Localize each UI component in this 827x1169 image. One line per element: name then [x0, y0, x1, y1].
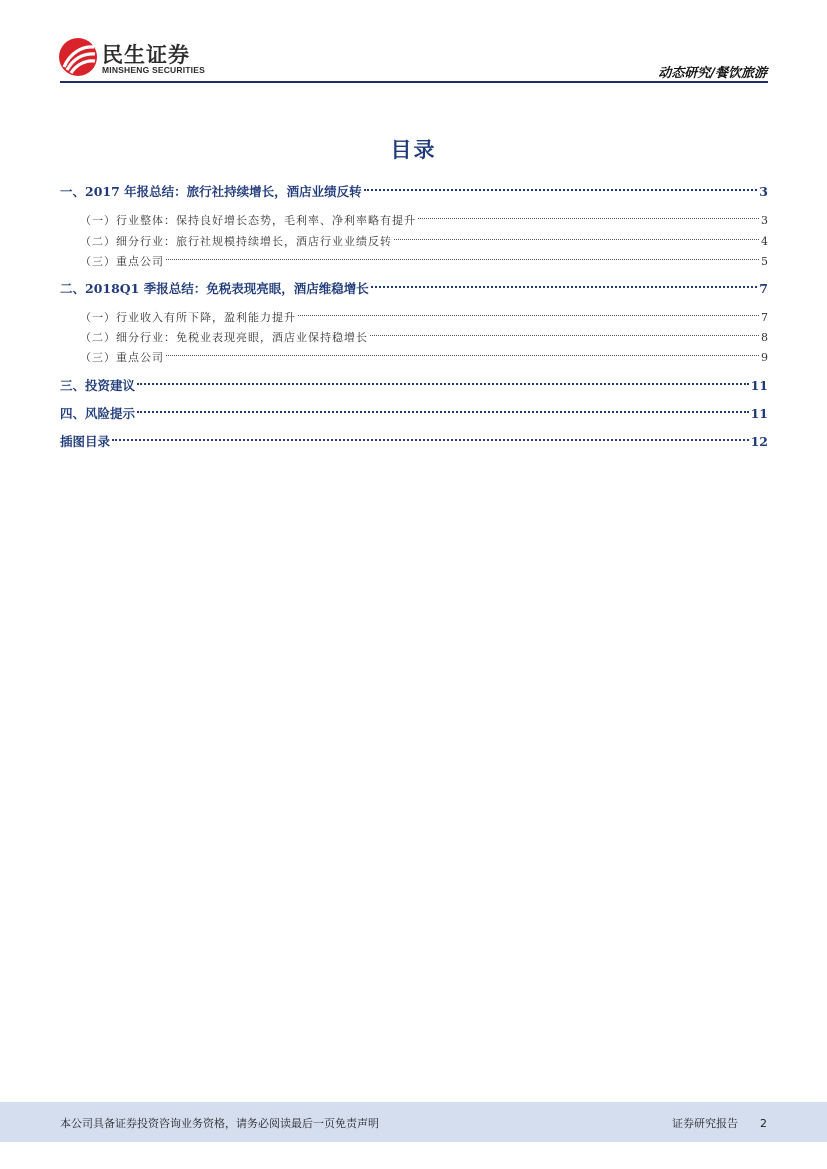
- page-number: 2: [760, 1117, 767, 1130]
- toc-entry-label: 四、风险提示: [60, 406, 136, 421]
- toc-leader-dots: [298, 301, 759, 321]
- toc-entry-page: 3: [759, 184, 768, 199]
- toc-entry-page: 7: [759, 281, 768, 296]
- toc-title: 目录: [390, 137, 437, 162]
- page-footer: [0, 1102, 827, 1142]
- logo-chinese-name: 民生证券: [102, 43, 190, 67]
- toc-entry-figure-index[interactable]: [60, 426, 768, 449]
- logo-english-name: MINSHENG SECURITIES: [102, 65, 205, 75]
- toc-entry-page: 11: [750, 378, 768, 393]
- toc-entry-section-2[interactable]: [60, 273, 768, 296]
- toc-entry-label: （一）行业收入有所下降，盈利能力提升: [80, 311, 296, 324]
- footer-disclaimer: 本公司具备证券投资咨询业务资格，请务必阅读最后一页免责声明: [60, 1117, 379, 1130]
- report-type-label: 证券研究报告: [672, 1117, 738, 1130]
- toc-entry-page: 12: [750, 434, 768, 449]
- minsheng-logo-icon: [58, 37, 98, 77]
- toc-entry-label: 一、2017 年报总结：旅行社持续增长，酒店业绩反转: [60, 184, 362, 199]
- toc-entry-section-4[interactable]: [60, 398, 768, 421]
- toc-entry-section-2-1[interactable]: [60, 301, 768, 324]
- toc-entry-label: （二）细分行业：免税业表现亮眼，酒店业保持稳增长: [80, 331, 368, 344]
- footer-right: [672, 1115, 767, 1131]
- company-logo: [58, 37, 218, 81]
- toc-entry-page: 7: [761, 311, 768, 324]
- toc-leader-dots: [112, 426, 749, 446]
- toc-entry-page: 9: [761, 351, 768, 364]
- toc-entry-label: 插图目录: [60, 434, 111, 449]
- toc-entry-page: 8: [761, 331, 768, 344]
- toc-leader-dots: [166, 341, 759, 361]
- toc-leader-dots: [418, 204, 759, 224]
- toc-entry-label: 三、投资建议: [60, 378, 136, 393]
- header-divider: [60, 81, 768, 83]
- toc-entry-page: 11: [750, 406, 768, 421]
- toc-entry-section-2-2[interactable]: [60, 321, 768, 344]
- toc-entry-label: （三）重点公司: [80, 351, 164, 364]
- toc-entry-label: （三）重点公司: [80, 255, 164, 268]
- toc-leader-dots: [166, 245, 759, 265]
- toc-entry-section-3[interactable]: [60, 370, 768, 393]
- page-header: [0, 0, 827, 90]
- toc-entry-section-1-3[interactable]: [60, 245, 768, 268]
- toc-leader-dots: [371, 273, 758, 293]
- toc-entry-label: （一）行业整体：保持良好增长态势，毛利率、净利率略有提升: [80, 214, 416, 227]
- toc-entry-section-1[interactable]: [60, 176, 768, 199]
- toc-entry-label: （二）细分行业：旅行社规模持续增长，酒店行业业绩反转: [80, 235, 392, 248]
- toc-leader-dots: [137, 370, 749, 390]
- toc-leader-dots: [364, 176, 758, 196]
- toc-entry-page: 4: [761, 235, 768, 248]
- toc-entry-page: 5: [761, 255, 768, 268]
- toc-entry-section-1-2[interactable]: [60, 225, 768, 248]
- toc-leader-dots: [137, 398, 749, 418]
- report-category: 动态研究/餐饮旅游: [658, 66, 767, 81]
- toc-leader-dots: [394, 225, 759, 245]
- toc-entry-section-1-1[interactable]: [60, 204, 768, 227]
- toc-entry-page: 3: [761, 214, 768, 227]
- toc-entry-label: 二、2018Q1 季报总结：免税表现亮眼，酒店维稳增长: [60, 281, 369, 296]
- toc-entry-section-2-3[interactable]: [60, 341, 768, 364]
- toc-leader-dots: [370, 321, 759, 341]
